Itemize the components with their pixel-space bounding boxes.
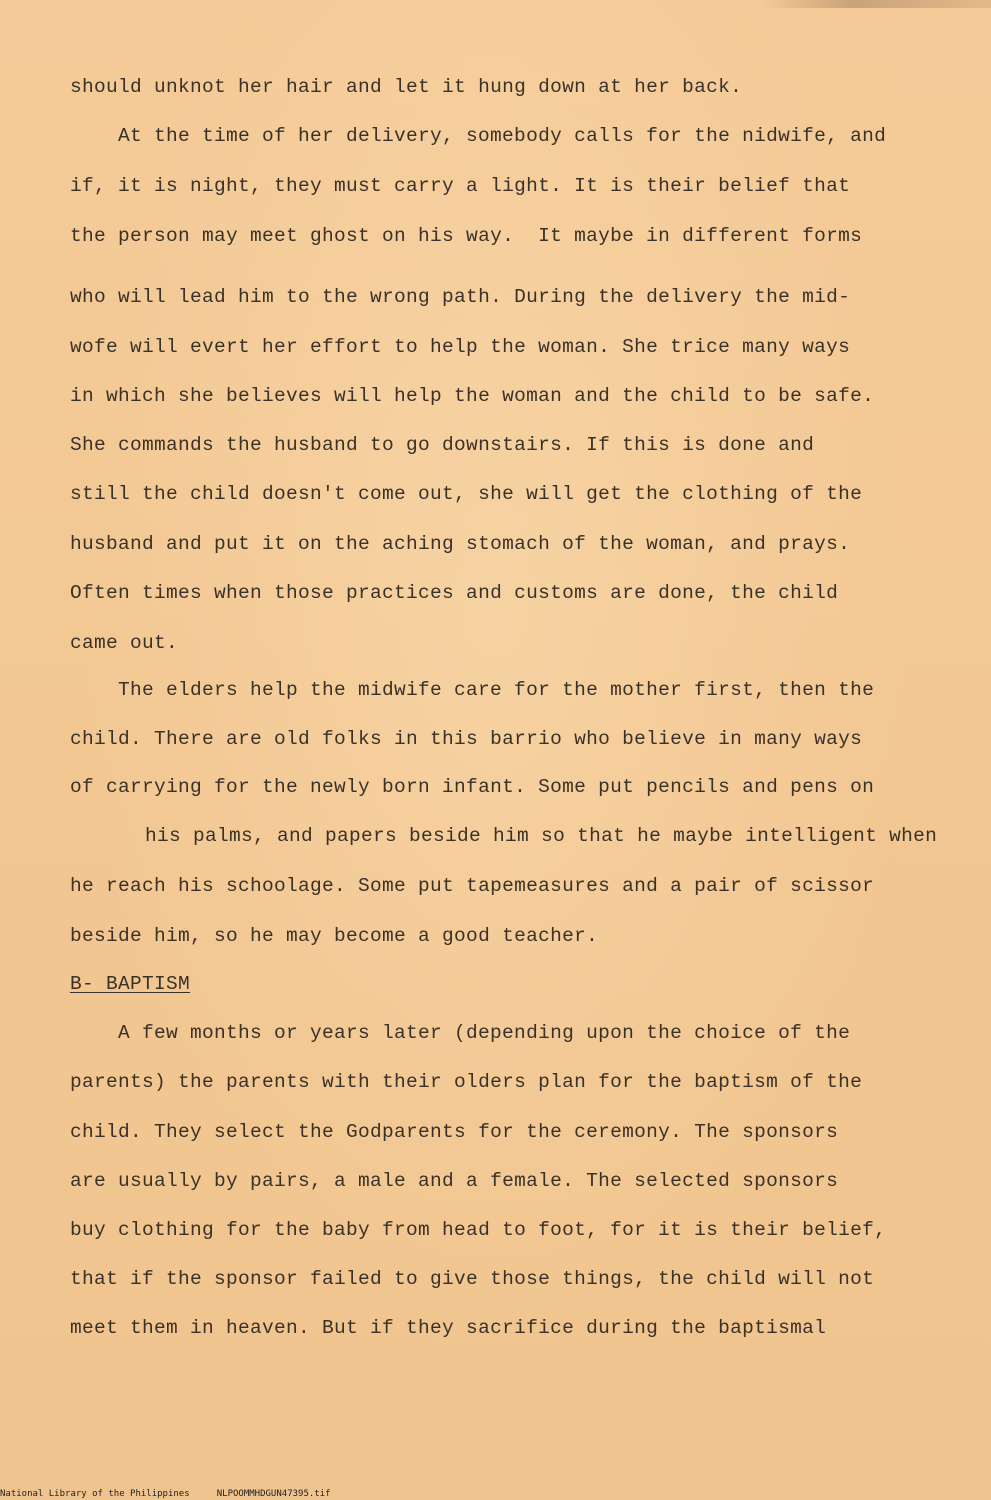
text-line-1: should unknot her hair and let it hung down at her back. [70, 76, 743, 98]
footer-library: National Library of the Philippines [0, 1489, 190, 1499]
text-line-12: came out. [70, 632, 179, 654]
text-line-4: the person may meet ghost on his way. It maybe in different forms [70, 225, 863, 247]
text-line-14: child. There are old folks in this barrio who believe in many ways [70, 728, 863, 750]
text-line-9: still the child doesn't come out, she will get the clothing of the [70, 483, 863, 505]
text-line-11: Often times when those practices and customs are done, the child [70, 582, 839, 604]
text-line-8: She commands the husband to go downstairs. If this is done and [70, 434, 815, 456]
text-line-22: child. They select the Godparents for the ceremony. The sponsors [70, 1121, 839, 1143]
text-line-23: are usually by pairs, a male and a female. The selected sponsors [70, 1170, 839, 1192]
text-line-6: wofe will evert her effort to help the woman. She trice many ways [70, 336, 851, 358]
scan-edge-smudge [760, 0, 991, 8]
text-line-16: his palms, and papers beside him so that he maybe intelligent when [145, 825, 938, 847]
text-line-15: of carrying for the newly born infant. Some put pencils and pens on [70, 776, 875, 798]
text-line-10: husband and put it on the aching stomach of the woman, and prays. [70, 533, 851, 555]
text-line-21: parents) the parents with their olders plan for the baptism of the [70, 1071, 863, 1093]
text-line-13: The elders help the midwife care for the mother first, then the [118, 679, 875, 701]
text-line-24: buy clothing for the baby from head to foot, for it is their belief, [70, 1219, 887, 1241]
text-line-5: who will lead him to the wrong path. During the delivery the mid- [70, 286, 851, 308]
text-line-3: if, it is night, they must carry a light. It is their belief that [70, 175, 851, 197]
text-line-17: he reach his schoolage. Some put tapemeasures and a pair of scissor [70, 875, 875, 897]
text-line-2: At the time of her delivery, somebody calls for the nidwife, and [118, 125, 887, 147]
text-line-20: A few months or years later (depending upon the choice of the [118, 1022, 851, 1044]
scan-footer [0, 1489, 331, 1499]
text-line-7: in which she believes will help the woman and the child to be safe. [70, 385, 875, 407]
section-heading-baptism: B- BAPTISM [70, 973, 191, 995]
text-line-26: meet them in heaven. But if they sacrifice during the baptismal [70, 1317, 827, 1339]
text-line-18: beside him, so he may become a good teacher. [70, 925, 599, 947]
footer-filename: NLPOOMMHDGUN47395.tif [216, 1489, 331, 1499]
text-line-25: that if the sponsor failed to give those things, the child will not [70, 1268, 875, 1290]
